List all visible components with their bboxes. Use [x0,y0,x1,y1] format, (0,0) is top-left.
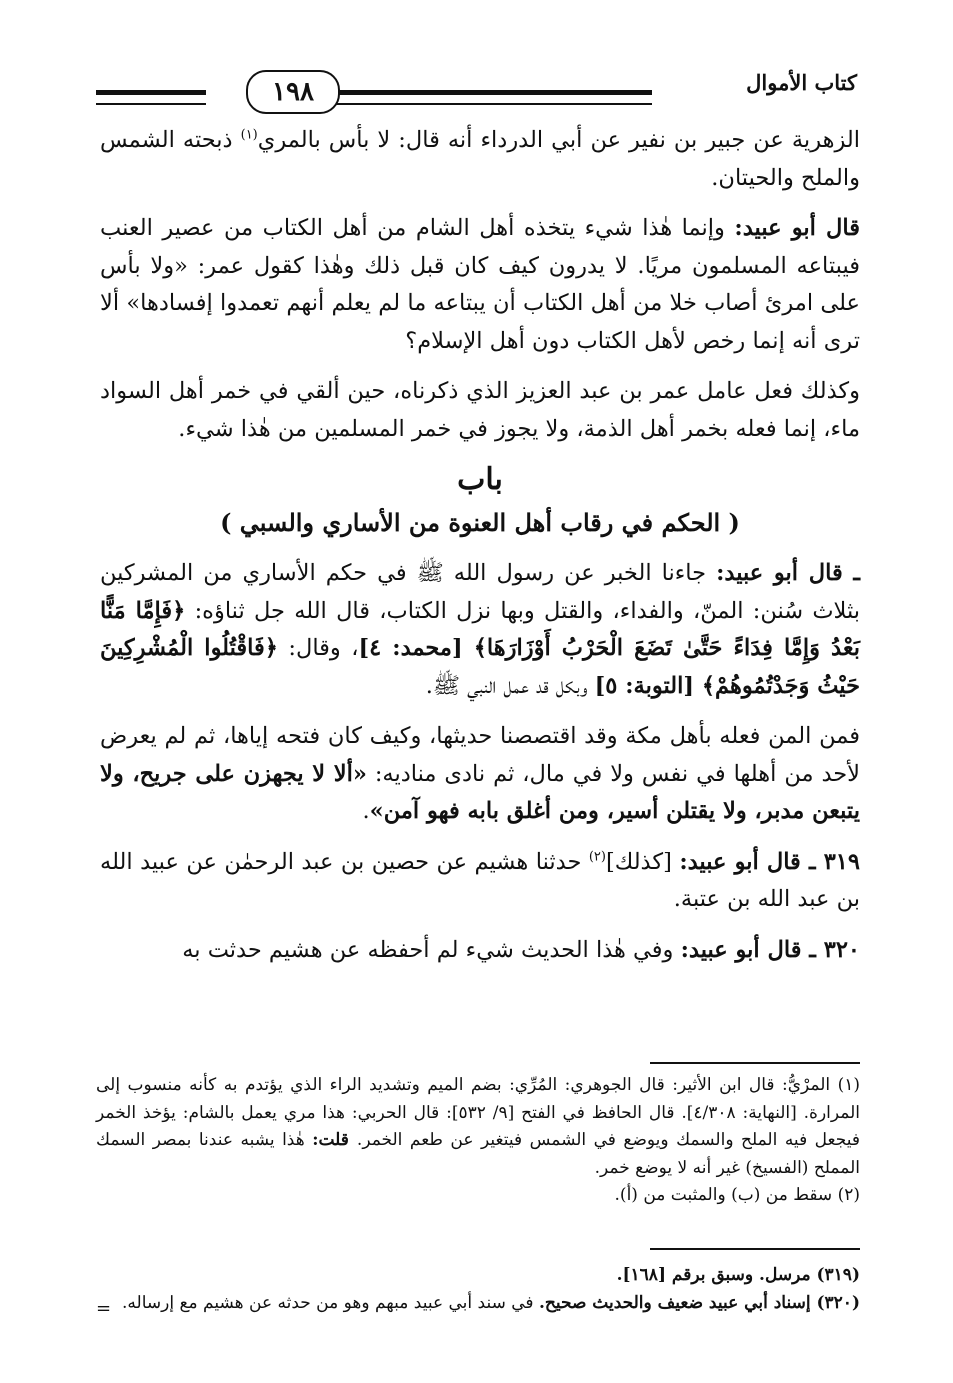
paragraph-4: ـ قال أبو عبيد: جاءنا الخبر عن رسول الله ﷺ في حكم الأساري من المشركين بثلاث سُنن: المنّ، والفداء، والقتل وبها نزل الكتاب، قال الله جل ثناؤه: ﴿فَإِمَّا مَنًّا بَعْدُ وَإِمَّا فِدَاءً حَتَّىٰ تَضَعَ الْحَرْبُ أَوْزَارَهَا﴾ [محمد: ٤]، وقال: ﴿فَاقْتُلُوا الْمُشْرِكِينَ حَيْثُ وَجَدْتُمُوهُمْ﴾ [التوبة: ٥] وبكل قد عمل النبي ﷺ. [100,560,861,699]
takhrij-notes [96,1262,860,1317]
speaker-label: قال أبو عبيد: [679,848,809,875]
footnote-divider [650,1062,860,1064]
paragraph-5: فمن المن فعله بأهل مكة وقد اقتصصنا حديثها، وكيف كان فتحه إياها، ثم لم يعرض لأحد من أهلها في نفس ولا في مال، ثم نادى مناديه: «ألا لا يجهزن على جريح، ولا يتبعن مدبر، ولا يقتلن أسير، ومن أغلق بابه فهو آمن». [100,723,860,824]
footnote-ref-1[interactable]: (١) [240,127,258,143]
book-title: كتاب الأموال [746,70,857,95]
hadith-320: ٣٢٠ ـ قال أبو عبيد: وفي هٰذا الحديث شيء لم أحفظه عن هشيم حدثت به [182,936,860,963]
verse-reference-1: [محمد: ٤] [358,635,474,661]
paragraph-2: قال أبو عبيد: وإنما هٰذا شيء يتخذه أهل الشام من أهل الكتاب من عصير العنب فيبتاعه المسلمون مريًا. لا يدرون كيف كان قبل ذلك وهٰذا كقول عمر: «ولا بأس على امرئ أصاب خلا من أهل الكتاب أن يبتاعه ما لم يعلم أنهم تعمدوا إفسادها» ألا ترى أنه إنما رخص لأهل الكتاب دون أهل الإسلام؟ [100,215,860,354]
header-rule-left [96,90,206,105]
takhrij-320: (٣٢٠) إسناد أبي عبيد ضعيف والحديث صحيح. في سند أبي عبيد مبهم وهو من حدثه عن هشيم مع إرساله. [122,1292,860,1313]
header-rule [336,90,652,105]
qultu-label: قلت: [312,1130,357,1150]
quran-verse-1: ﴿فَإِمَّا مَنًّا بَعْدُ وَإِمَّا فِدَاءً حَتَّىٰ تَضَعَ الْحَرْبُ أَوْزَارَهَا﴾ [100,597,860,661]
page-number: ١٩٨ [246,70,340,114]
paragraph-1: الزهرية عن جبير بن نفير عن أبي الدرداء أنه قال: لا بأس بالمري$^{(١)}$ ذبحته الشمس والملح والحيتان. [100,127,860,191]
takhrij-divider [650,1248,860,1250]
takhrij-319: (٣١٩) مرسل. وسبق برقم [١٦٨]. [616,1265,860,1285]
footnotes [96,1072,860,1210]
page-header [96,62,857,118]
footnote-ref-2[interactable]: (٢) [588,849,606,864]
footnote-2: (٢) سقط من (ب) والمثبت من (أ). [614,1185,860,1205]
quoted-proclamation: «ألا لا يجهزن على جريح، ولا يتبعن مدبر، ولا يقتلن أسير، ومن أغلق بابه فهو آمن» [100,760,860,824]
speaker-label: قال أبو عبيد: [680,936,810,963]
speaker-label: قال أبو عبيد: [734,215,860,241]
quran-verse-2: ﴿فَاقْتُلُوا الْمُشْرِكِينَ حَيْثُ وَجَدْتُمُوهُمْ﴾ [100,635,860,699]
speaker-label: ـ قال أبو عبيد: [716,560,860,586]
footnote-1: (١) المرْيُّ: قال ابن الأثير: قال الجوهري: المُرِّي: بضم الميم وتشديد الراء الذي يؤتدم به كأنه منسوب إلى المرارة. [النهاية: ٤/٣٠٨]. قال الحافظ في الفتح [٩/ ٥٣٢]: قال الحربي: هذا مري يعمل بالشام: يؤخذ الخمر فيجعل فيه الملح والسمك ويوضع في الشمس فيتغير عن طعم الخمر. قلت: هٰذا يشبه عندنا بمصر السمك المملح (الفسيخ) غير أنه لا يوضع خمر. [96,1075,860,1178]
hadith-319: ٣١٩ ـ قال أبو عبيد: [كذلك]$^{(٢)}$ حدثنا هشيم عن حصين بن عبد الرحمٰن عن عبيد الله بن عبد الله بن عتبة. [100,848,860,912]
chapter-subtitle: ( الحكم في رقاب أهل العنوة من الأساري والسبي ) [220,508,740,537]
hadith-number: ٣١٩ ـ [808,848,860,875]
continuation-mark: = [96,1298,112,1319]
paragraph-3: وكذلك فعل عامل عمر بن عبد العزيز الذي ذكرناه، حين ألقي في خمر أهل السواد ماء، إنما فعله بخمر أهل الذمة، ولا يجوز في خمر المسلمين من هٰذا شيء. [100,378,860,442]
chapter-heading: باب [457,462,503,497]
main-text [100,122,860,982]
hadith-number: ٣٢٠ ـ [809,936,860,963]
verse-reference-2: [التوبة: ٥] [594,672,702,699]
